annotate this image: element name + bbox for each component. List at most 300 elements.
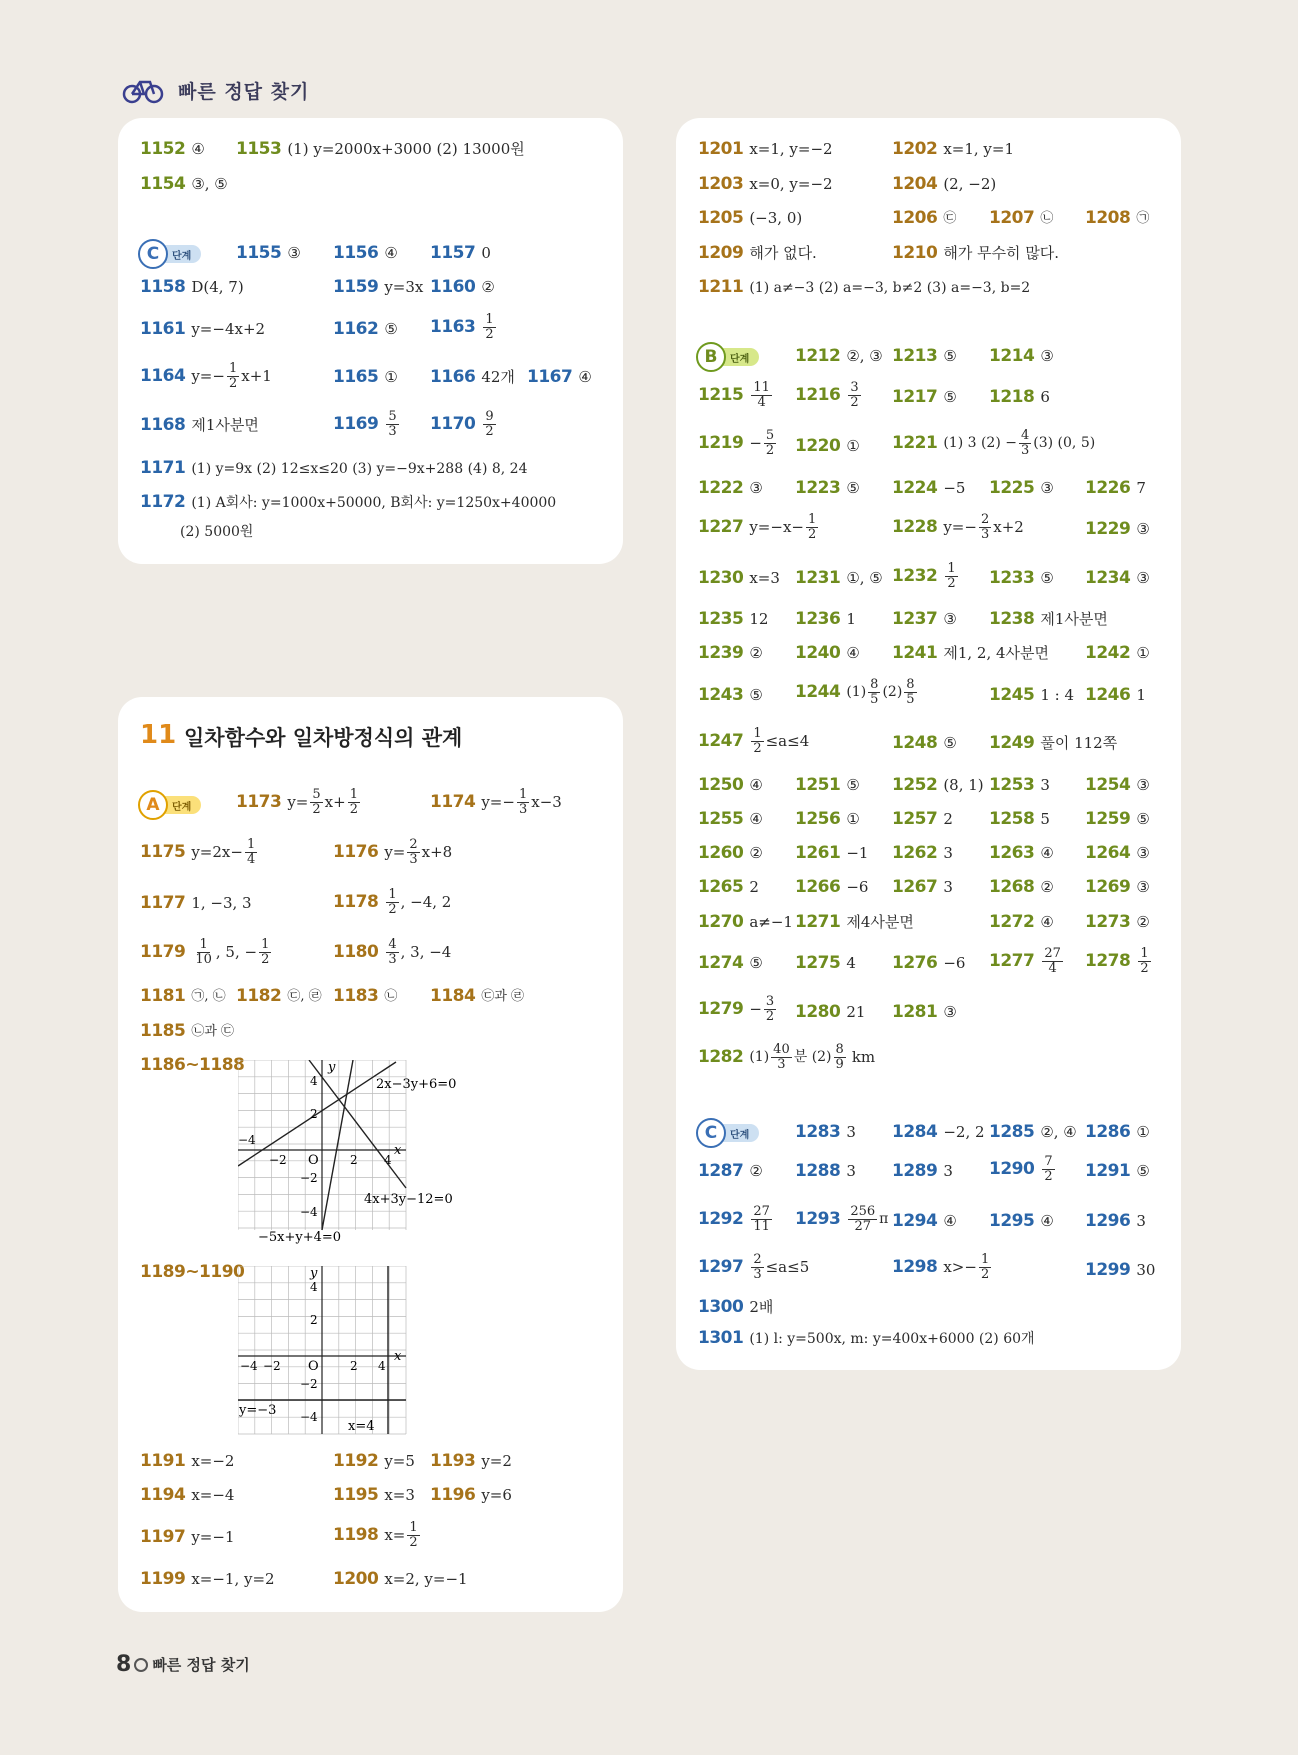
axis-label-y: y bbox=[328, 1060, 336, 1075]
answer-item bbox=[140, 1023, 234, 1040]
answer-value: 분 (2) bbox=[793, 1049, 832, 1066]
answer-value: ③ bbox=[943, 1003, 957, 1021]
answer-number: 1227 bbox=[698, 516, 744, 537]
answer-value: ⑤ bbox=[1040, 569, 1054, 587]
denominator: 3 bbox=[777, 1056, 786, 1072]
answer-item bbox=[527, 369, 592, 386]
answer-value: 제1사분면 bbox=[1040, 610, 1108, 628]
answer-number: 1249 bbox=[989, 733, 1035, 753]
answer-number: 1250 bbox=[698, 775, 744, 795]
answer-item bbox=[989, 480, 1054, 497]
answer-number: 1234 bbox=[1085, 568, 1131, 588]
denominator: 3 bbox=[409, 851, 418, 867]
answer-value: ㉠ bbox=[1136, 211, 1150, 226]
tick-label: 4 bbox=[378, 1359, 386, 1373]
denominator: 9 bbox=[835, 1056, 844, 1072]
fraction bbox=[517, 788, 529, 816]
answer-value: x=0, y=−2 bbox=[749, 175, 833, 193]
answer-number: 1196 bbox=[430, 1485, 476, 1505]
answer-value: ㉢ bbox=[943, 211, 957, 226]
equation-label: −5x+y+4=0 bbox=[258, 1230, 342, 1245]
answer-number: 1205 bbox=[698, 208, 744, 228]
numerator: 27 bbox=[753, 1204, 770, 1219]
answer-item bbox=[795, 1124, 856, 1141]
answer-number: 1286 bbox=[1085, 1122, 1131, 1142]
answer-value: , 5, − bbox=[215, 942, 258, 961]
fraction bbox=[386, 888, 398, 916]
answer-item bbox=[892, 611, 957, 628]
level-label: 단계 bbox=[716, 1124, 759, 1142]
answer-number: 1257 bbox=[892, 809, 938, 829]
fraction bbox=[227, 362, 239, 390]
answer-item bbox=[1085, 480, 1146, 497]
answer-number: 1155 bbox=[236, 243, 282, 263]
answer-item bbox=[430, 369, 515, 386]
answer-value: y=− bbox=[943, 517, 977, 536]
answer-value: (2) bbox=[882, 684, 903, 701]
answer-number: 1276 bbox=[892, 953, 938, 973]
answer-item bbox=[333, 988, 397, 1005]
answer-number: 1242 bbox=[1085, 643, 1131, 663]
answer-number: 1157 bbox=[430, 243, 476, 263]
answer-item bbox=[698, 1330, 1035, 1347]
numerator: 1 bbox=[980, 1252, 990, 1267]
numerator: 1 bbox=[199, 937, 208, 952]
answer-value: ⑤ bbox=[749, 954, 763, 972]
answer-value: 3 bbox=[846, 1162, 856, 1180]
answer-value: 3 bbox=[1136, 1212, 1146, 1230]
answer-number: 1200 bbox=[333, 1569, 379, 1589]
answer-number: 1247 bbox=[698, 730, 744, 751]
answer-number: 1289 bbox=[892, 1161, 938, 1181]
answer-number: 1244 bbox=[795, 681, 841, 702]
numerator: 1 bbox=[753, 726, 762, 741]
answer-number: 1174 bbox=[430, 791, 476, 812]
answer-number: 1203 bbox=[698, 174, 744, 194]
answer-value: 3 bbox=[943, 878, 953, 896]
answer-number: 1202 bbox=[892, 139, 938, 159]
answer-item bbox=[795, 438, 860, 455]
fraction bbox=[1019, 429, 1031, 457]
answer-number: 1285 bbox=[989, 1122, 1035, 1142]
answer-item bbox=[989, 811, 1050, 828]
answer-item bbox=[333, 369, 398, 386]
answer-value: ① bbox=[1136, 1123, 1150, 1141]
answer-item bbox=[795, 381, 863, 409]
answer-item bbox=[892, 735, 957, 752]
numerator: 8 bbox=[906, 677, 915, 692]
fraction bbox=[848, 381, 860, 409]
tick-label: −4 bbox=[300, 1410, 318, 1424]
answer-number: 1214 bbox=[989, 346, 1035, 366]
answer-item bbox=[892, 429, 1095, 457]
denominator: 3 bbox=[388, 951, 397, 967]
answer-number: 1218 bbox=[989, 387, 1035, 407]
answer-value: 4 bbox=[846, 954, 856, 972]
answer-item bbox=[795, 955, 856, 972]
tick-label: 4 bbox=[384, 1153, 392, 1167]
answer-item bbox=[140, 938, 273, 966]
answer-number: 1272 bbox=[989, 912, 1035, 932]
answer-number: 1189~1190 bbox=[140, 1262, 245, 1282]
level-c-badge bbox=[138, 239, 201, 269]
answer-item bbox=[698, 381, 774, 409]
answer-number: 1251 bbox=[795, 775, 841, 795]
origin-label: O bbox=[308, 1359, 319, 1374]
fraction bbox=[751, 1253, 763, 1281]
answer-item bbox=[698, 727, 809, 755]
answer-item bbox=[892, 562, 960, 590]
answer-item bbox=[140, 1487, 234, 1504]
answer-number: 1261 bbox=[795, 843, 841, 863]
answer-number: 1298 bbox=[892, 1256, 938, 1277]
answer-number: 1300 bbox=[698, 1297, 744, 1317]
fraction bbox=[904, 678, 916, 706]
answer-item bbox=[430, 279, 495, 296]
answer-value: 3 bbox=[943, 844, 953, 862]
denominator: 2 bbox=[312, 801, 321, 817]
denominator: 3 bbox=[753, 1266, 762, 1282]
denominator: 2 bbox=[349, 801, 358, 817]
section-number: 11 bbox=[140, 720, 177, 750]
answer-number: 1273 bbox=[1085, 912, 1131, 932]
answer-item bbox=[892, 176, 996, 193]
answer-number: 1260 bbox=[698, 843, 744, 863]
answer-value: x>− bbox=[943, 1257, 977, 1276]
numerator: 4 bbox=[388, 937, 397, 952]
answer-value: km bbox=[851, 1047, 876, 1066]
answer-number: 1161 bbox=[140, 319, 186, 339]
denominator: 2 bbox=[807, 526, 817, 542]
answer-number: 1167 bbox=[527, 367, 573, 387]
answer-number: 1165 bbox=[333, 367, 379, 387]
denominator: 5 bbox=[870, 691, 879, 707]
answer-item bbox=[795, 879, 868, 896]
answer-value: (2) 5000원 bbox=[180, 524, 254, 540]
answer-number: 1160 bbox=[430, 277, 476, 297]
answer-value: y=3x bbox=[384, 278, 424, 296]
answer-item bbox=[430, 988, 524, 1005]
answer-number: 1274 bbox=[698, 953, 744, 973]
answer-item bbox=[140, 1057, 250, 1074]
answer-number: 1255 bbox=[698, 809, 744, 829]
tick-label: 4 bbox=[310, 1280, 318, 1294]
answer-item bbox=[140, 895, 252, 912]
answer-item bbox=[892, 845, 953, 862]
answer-number: 1236 bbox=[795, 609, 841, 629]
answer-value: y= bbox=[384, 842, 406, 861]
answer-value: ⑤ bbox=[846, 479, 860, 497]
answer-value: ①, ⑤ bbox=[846, 569, 883, 587]
answer-value: −6 bbox=[846, 878, 869, 896]
answer-item bbox=[698, 645, 763, 662]
answer-item bbox=[140, 176, 228, 193]
answer-item bbox=[1085, 645, 1150, 662]
answer-number: 1275 bbox=[795, 953, 841, 973]
answer-item bbox=[892, 811, 953, 828]
tick-label: 2 bbox=[310, 1107, 318, 1121]
answer-item bbox=[989, 735, 1117, 752]
answer-item bbox=[892, 245, 1059, 262]
answer-value: (1) a≠−3 (2) a=−3, b≠2 (3) a=−3, b=2 bbox=[749, 279, 1031, 296]
answer-item bbox=[892, 141, 1014, 158]
answer-number: 1216 bbox=[795, 384, 841, 405]
fraction bbox=[259, 938, 271, 966]
answer-item bbox=[698, 995, 778, 1023]
answer-item bbox=[140, 141, 205, 158]
answer-value: ④ bbox=[1040, 1212, 1054, 1230]
tick-label: −4 bbox=[240, 1359, 258, 1373]
answer-item bbox=[892, 1004, 957, 1021]
answer-number: 1182 bbox=[236, 986, 282, 1006]
tick-label: 4 bbox=[310, 1074, 318, 1088]
answer-item bbox=[1085, 570, 1150, 587]
page-footer bbox=[116, 1652, 250, 1677]
answer-number: 1185 bbox=[140, 1021, 186, 1041]
answer-item bbox=[140, 417, 259, 434]
answer-value: x+8 bbox=[421, 842, 453, 861]
numerator: 40 bbox=[773, 1042, 790, 1057]
numerator: 5 bbox=[765, 428, 775, 443]
fraction bbox=[764, 995, 776, 1023]
answer-value: 1, −3, 3 bbox=[191, 894, 252, 912]
answer-item bbox=[698, 141, 833, 158]
answer-value: ㉡ bbox=[1040, 211, 1054, 226]
answer-item bbox=[140, 1453, 234, 1470]
answer-item bbox=[698, 955, 763, 972]
answer-number: 1152 bbox=[140, 139, 186, 159]
answer-value: y=2 bbox=[481, 1452, 512, 1470]
fraction bbox=[945, 562, 957, 590]
denominator: 27 bbox=[854, 1218, 872, 1234]
answer-value: x+1 bbox=[241, 366, 272, 385]
denominator: 5 bbox=[906, 691, 915, 707]
answer-item bbox=[892, 1163, 953, 1180]
answer-item bbox=[698, 1253, 809, 1281]
answer-value: ④ bbox=[578, 368, 592, 386]
tick-label: 2 bbox=[350, 1153, 358, 1167]
fraction bbox=[834, 1043, 846, 1071]
answer-item bbox=[698, 480, 763, 497]
answer-value: (3) (0, 5) bbox=[1033, 435, 1096, 452]
answer-value: x=1, y=−2 bbox=[749, 140, 833, 158]
answer-value: (1) bbox=[846, 684, 867, 701]
fraction bbox=[483, 313, 495, 341]
numerator: 5 bbox=[312, 787, 321, 802]
answer-item bbox=[1085, 947, 1153, 975]
answer-value: (2, −2) bbox=[943, 175, 997, 193]
level-b-badge bbox=[696, 342, 759, 372]
answer-number: 1226 bbox=[1085, 478, 1131, 498]
answer-item bbox=[892, 513, 1024, 541]
answer-number: 1199 bbox=[140, 1569, 186, 1589]
fraction bbox=[979, 1253, 991, 1281]
answer-item bbox=[698, 811, 763, 828]
answer-item bbox=[989, 611, 1108, 628]
answer-value: x=−1, y=2 bbox=[191, 1570, 275, 1588]
fraction bbox=[407, 838, 419, 866]
answer-value: ⑤ bbox=[749, 686, 763, 704]
answer-number: 1280 bbox=[795, 1002, 841, 1022]
fraction bbox=[1138, 947, 1150, 975]
answer-value: ④ bbox=[943, 1212, 957, 1230]
answer-item bbox=[1085, 521, 1150, 538]
answer-number: 1180 bbox=[333, 941, 379, 962]
answer-number: 1248 bbox=[892, 733, 938, 753]
answer-number: 1254 bbox=[1085, 775, 1131, 795]
answer-item bbox=[236, 988, 322, 1005]
answer-value: ③ bbox=[749, 479, 763, 497]
answer-value: ㉡과 ㉢ bbox=[191, 1024, 235, 1039]
answer-value: y=−4x+2 bbox=[191, 320, 266, 338]
answer-number: 1271 bbox=[795, 912, 841, 932]
answer-number: 1194 bbox=[140, 1485, 186, 1505]
page-header-title: 빠른 정답 찾기 bbox=[178, 80, 310, 103]
answer-value: ≤a≤5 bbox=[765, 1257, 810, 1276]
numerator: 1 bbox=[349, 787, 358, 802]
equation-label: x=4 bbox=[348, 1419, 375, 1434]
answer-item bbox=[430, 1453, 512, 1470]
answer-value: x+2 bbox=[993, 517, 1024, 536]
answer-value: ④ bbox=[191, 140, 205, 158]
answer-number: 1223 bbox=[795, 478, 841, 498]
answer-number: 1221 bbox=[892, 432, 938, 453]
answer-number: 1217 bbox=[892, 387, 938, 407]
answer-item bbox=[698, 1205, 774, 1233]
denominator: 2 bbox=[765, 1008, 775, 1024]
answer-number: 1263 bbox=[989, 843, 1035, 863]
denominator: 10 bbox=[195, 951, 212, 967]
answer-number: 1281 bbox=[892, 1002, 938, 1022]
answer-value: (8, 1) bbox=[943, 776, 984, 794]
answer-value: ① bbox=[846, 810, 860, 828]
answer-number: 1279 bbox=[698, 998, 744, 1019]
answer-item bbox=[333, 245, 398, 262]
denominator: 3 bbox=[518, 801, 528, 817]
answer-number: 1266 bbox=[795, 877, 841, 897]
tick-label: 2 bbox=[350, 1359, 358, 1373]
answer-item bbox=[430, 245, 491, 262]
denominator: 2 bbox=[1140, 960, 1149, 976]
answer-item bbox=[140, 362, 272, 390]
answer-number: 1222 bbox=[698, 478, 744, 498]
answer-number: 1162 bbox=[333, 319, 379, 339]
denominator: 2 bbox=[850, 394, 859, 410]
answer-item bbox=[989, 947, 1065, 975]
answer-value: −2, 2 bbox=[943, 1123, 985, 1141]
answer-item bbox=[140, 460, 527, 477]
level-c-badge-2 bbox=[696, 1118, 759, 1148]
answer-value: ④ bbox=[1040, 844, 1054, 862]
answer-value: x+ bbox=[324, 792, 346, 811]
answer-item bbox=[1085, 777, 1150, 794]
answer-number: 1283 bbox=[795, 1122, 841, 1142]
answer-value: ⑤ bbox=[1136, 1162, 1150, 1180]
answer-value: , −4, 2 bbox=[400, 892, 452, 911]
answer-number: 1228 bbox=[892, 516, 938, 537]
answer-item bbox=[989, 570, 1054, 587]
denominator: 4 bbox=[1048, 960, 1057, 976]
page-number: 8 bbox=[116, 1652, 132, 1677]
answer-value: , 3, −4 bbox=[400, 942, 452, 961]
level-letter: C bbox=[696, 1118, 726, 1148]
answer-value: 제1사분면 bbox=[191, 416, 259, 434]
answer-value: (1) y=9x (2) 12≤x≤20 (3) y=−9x+288 (4) 8, 24 bbox=[191, 460, 528, 477]
footer-title: 빠른 정답 찾기 bbox=[152, 1656, 250, 1674]
numerator: 3 bbox=[850, 380, 859, 395]
answer-value: 해가 없다. bbox=[749, 244, 817, 262]
answer-value: (1) l: y=500x, m: y=400x+6000 (2) 60개 bbox=[749, 1330, 1035, 1347]
answer-value: ㉡ bbox=[384, 989, 398, 1004]
equation-label: y=−3 bbox=[239, 1403, 277, 1418]
numerator: 9 bbox=[485, 409, 494, 424]
answer-value: ② bbox=[749, 1162, 763, 1180]
fraction bbox=[483, 410, 495, 438]
numerator: 3 bbox=[765, 994, 775, 1009]
answer-value: y=5 bbox=[384, 1452, 415, 1470]
answer-value: 21 bbox=[846, 1003, 866, 1021]
answer-value: 12 bbox=[749, 610, 769, 628]
denominator: 3 bbox=[1020, 442, 1030, 458]
denominator: 2 bbox=[409, 1534, 418, 1550]
answer-number: 1252 bbox=[892, 775, 938, 795]
answer-item bbox=[795, 914, 914, 931]
answer-item bbox=[795, 777, 860, 794]
answer-value: x=1, y=1 bbox=[943, 140, 1015, 158]
answer-value: ④ bbox=[749, 776, 763, 794]
fraction bbox=[771, 1043, 792, 1071]
answer-number: 1237 bbox=[892, 609, 938, 629]
answer-number: 1153 bbox=[236, 139, 282, 159]
answer-item bbox=[795, 348, 883, 365]
answer-item bbox=[892, 1213, 957, 1230]
answer-value: ② bbox=[749, 844, 763, 862]
answer-number: 1241 bbox=[892, 643, 938, 663]
answer-value: 1 bbox=[1136, 686, 1146, 704]
answer-number: 1168 bbox=[140, 415, 186, 435]
answer-value: ④ bbox=[749, 810, 763, 828]
answer-value: ⑤ bbox=[943, 388, 957, 406]
answer-item bbox=[989, 1155, 1057, 1183]
answer-value: ⑤ bbox=[943, 734, 957, 752]
answer-number: 1181 bbox=[140, 986, 186, 1006]
numerator: 11 bbox=[753, 380, 770, 395]
answer-item bbox=[333, 1521, 422, 1549]
answer-value: ① bbox=[384, 368, 398, 386]
denominator: 4 bbox=[246, 851, 256, 867]
answer-item bbox=[1085, 687, 1146, 704]
answer-item bbox=[698, 1043, 875, 1071]
answer-value: ③ bbox=[1040, 347, 1054, 365]
answer-item bbox=[140, 838, 259, 866]
answer-number: 1169 bbox=[333, 413, 379, 434]
tick-label: 2 bbox=[310, 1313, 318, 1327]
answer-number: 1219 bbox=[698, 432, 744, 453]
answer-value: −1 bbox=[846, 844, 869, 862]
answer-number: 1213 bbox=[892, 346, 938, 366]
answer-item bbox=[236, 141, 525, 158]
answer-number: 1159 bbox=[333, 277, 379, 297]
answer-item bbox=[698, 513, 820, 541]
answer-value: ⑤ bbox=[1136, 810, 1150, 828]
answer-item bbox=[795, 480, 860, 497]
tick-label: −2 bbox=[300, 1377, 318, 1391]
fraction bbox=[193, 938, 214, 966]
answer-value: 0 bbox=[481, 244, 491, 262]
answer-item bbox=[1085, 879, 1150, 896]
answer-number: 1186~1188 bbox=[140, 1055, 245, 1075]
answer-value: −5 bbox=[943, 479, 966, 497]
